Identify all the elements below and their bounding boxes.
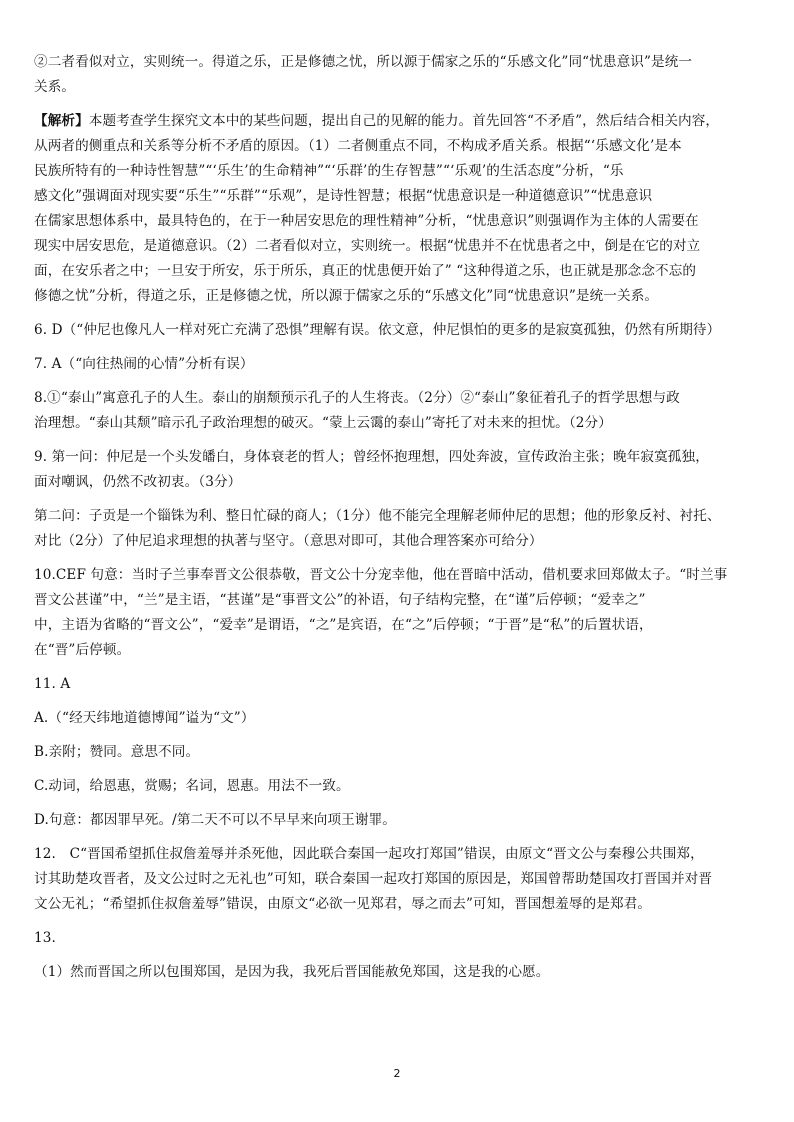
text-line: 9. 第一问：仲尼是一个头发皤白，身体衰老的哲人；曾经怀抱理想，四处奔波，宣传政治主张；晚年寂寞孤独， bbox=[34, 449, 709, 465]
paragraph bbox=[34, 808, 760, 833]
text-line: B.亲附；赞同。意思不同。 bbox=[34, 744, 200, 760]
text-line: C.动词，给恩惠，赏赐；名词，恩惠。用法不一致。 bbox=[34, 778, 350, 794]
text-line: 在儒家思想体系中，最具特色的，在于一种居安思危的理性精神”分析，“忧患意识”则强调作为主体的人需要在 bbox=[34, 213, 699, 229]
text-line: 8.①“泰山”寓意孔子的人生。泰山的崩颓预示孔子的人生将丧。（2分）②“泰山”象征着孔子的哲学思想与政 bbox=[34, 390, 680, 406]
analysis-label: 【解析】 bbox=[34, 113, 89, 129]
page-number: 2 bbox=[393, 1067, 401, 1080]
paragraph bbox=[34, 504, 760, 554]
text-line: 面对嘲讽，仍然不改初衷。（3分） bbox=[34, 474, 242, 490]
paragraph bbox=[34, 672, 760, 697]
text-line: 现实中居安思危，是道德意识。（2）二者看似对立，实则统一。根据“忧患并不在忧患者之中，倒是在它的对立 bbox=[34, 238, 701, 254]
paragraph bbox=[34, 842, 760, 917]
text-line: D.句意：都因罪早死。/第二天不可以不早早来向项王谢罪。 bbox=[34, 812, 396, 828]
text-line: 第二问：子贡是一个锱铢为利、整日忙碌的商人；（1分）他不能完全理解老师仲尼的思想；他的形象反衬、衬托、 bbox=[34, 508, 721, 524]
paragraph bbox=[34, 50, 760, 100]
text-line: 文公无礼；“希望抓住叔詹羞辱”错误，由原文“必欲一见郑君，辱之而去”可知，晋国想羞辱的是郑君。 bbox=[34, 896, 652, 912]
paragraph bbox=[34, 774, 760, 799]
text-line: 【解析】本题考查学生探究文本中的某些问题，提出自己的见解的能力。首先回答“不矛盾”，然后结合相关内容， bbox=[34, 113, 720, 129]
paragraph bbox=[34, 445, 760, 495]
paragraph bbox=[34, 706, 760, 731]
text-line: A.（“经天纬地道德博闻”谥为“文”） bbox=[34, 710, 255, 726]
paragraph bbox=[34, 926, 760, 951]
text-line: 治理想。“泰山其颓”暗示孔子政治理想的破灭。“蒙上云霭的泰山”寄托了对未来的担忧。（2分） bbox=[34, 415, 612, 431]
answer-text-body bbox=[34, 50, 760, 994]
text-line: 晋文公甚谨”中，“兰”是主语，“甚谨”是“事晋文公”的补语，句子结构完整，在“谨”后停顿；“爱幸之” bbox=[34, 592, 646, 608]
text-line: 讨其助楚攻晋者，及文公过时之无礼也”可知，联合秦国一起攻打郑国的原因是，郑国曾帮助楚国攻打晋国并对晋 bbox=[34, 871, 713, 887]
text-line: 面，在安乐者之中；一旦安于所安，乐于所乐，真正的忧患便开始了” “这种得道之乐，也正就是那念念不忘的 bbox=[34, 263, 697, 279]
text-line: 13. bbox=[34, 930, 56, 946]
paragraph bbox=[34, 352, 760, 377]
text-line: 关系。 bbox=[34, 79, 76, 95]
text-line: 感文化”强调面对现实要“乐生”“乐群”“乐观”，是诗性智慧；根据“忧患意识是一种道德意识”“忧患意识 bbox=[34, 188, 653, 204]
text-line: （1）然而晋国之所以包围郑国，是因为我，我死后晋国能赦免郑国，这是我的心愿。 bbox=[34, 964, 550, 980]
text-line: 在“晋”后停顿。 bbox=[34, 642, 131, 658]
text-line: 中，主语为省略的“晋文公”，“爱幸”是谓语，“之”是宾语，在“之”后停顿；“于晋”是“私”的后置状语， bbox=[34, 617, 653, 633]
text-line: 民族所特有的一种诗性智慧”“‘乐生’的生命精神”“‘乐群’的生存智慧”“‘乐观’的生活态度”分析，“乐 bbox=[34, 163, 624, 179]
text-line: 12. C“晋国希望抓住叔詹羞辱并杀死他，因此联合秦国一起攻打郑国”错误，由原文“晋文公与秦穆公共围郑， bbox=[34, 846, 704, 862]
paragraph bbox=[34, 960, 760, 985]
text-line: ②二者看似对立，实则统一。得道之乐，正是修德之忧，所以源于儒家之乐的“乐感文化”同“忧患意识”是统一 bbox=[34, 54, 693, 70]
paragraph bbox=[34, 563, 760, 663]
text-line: 对比（2分）了仲尼追求理想的执著与坚守。（意思对即可，其他合理答案亦可给分） bbox=[34, 533, 543, 549]
paragraph bbox=[34, 386, 760, 436]
paragraph bbox=[34, 318, 760, 343]
text-line: 11. A bbox=[34, 676, 71, 692]
paragraph bbox=[34, 109, 760, 309]
text-line: 7. A（“向往热闹的心情”分析有误） bbox=[34, 356, 254, 372]
text-line: 修德之忧”分析，得道之乐，正是修德之忧，所以源于儒家之乐的“乐感文化”同“忧患意识”是统一关系。 bbox=[34, 288, 659, 304]
paragraph bbox=[34, 740, 760, 765]
text-line: 6. D（“仲尼也像凡人一样对死亡充满了恐惧”理解有误。依文意，仲尼惧怕的更多的是寂寞孤独，仍然有所期待） bbox=[34, 322, 721, 338]
text-line: 10.CEF 句意：当时子兰事奉晋文公很恭敬，晋文公十分宠幸他，他在晋暗中活动，借机要求回郑做太子。“时兰事 bbox=[34, 567, 728, 583]
text-line: 从两者的侧重点和关系等分析不矛盾的原因。（1）二者侧重点不同，不构成矛盾关系。根据“‘乐感文化’是本 bbox=[34, 138, 682, 154]
